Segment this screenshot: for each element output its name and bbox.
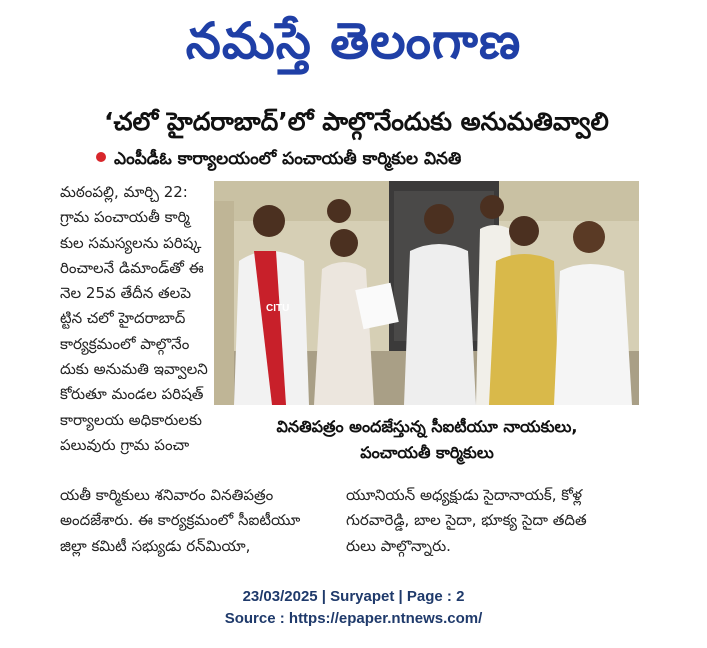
red-bullet-icon: [96, 152, 106, 162]
article-line: యతీ కార్మికులు శనివారం వినతిపత్రం: [60, 486, 274, 504]
news-photo: [214, 181, 639, 405]
caption-line: వినతిపత్రం అందజేస్తున్న సీఐటీయూ నాయకులు,: [276, 417, 578, 436]
clipping-footer: [0, 586, 707, 630]
newspaper-masthead: నమస్తే తెలంగాణ: [185, 11, 522, 70]
article-line: పలువురు గ్రామ పంచా: [60, 435, 190, 454]
article-headline: ‘చలో హైదరాబాద్’లో పాల్గొనేందుకు అనుమతివ్వాలి: [104, 107, 609, 136]
caption-line: పంచాయతీ కార్మికులు: [360, 443, 494, 462]
article-line: కోరుతూ మండల పరిషత్: [60, 385, 204, 404]
article-line: కుల సమస్యలను పరిష్క: [60, 233, 202, 252]
article-line: ట్టిన చలో హైదరాబాద్: [60, 309, 186, 328]
article-bottom-left-column: [60, 483, 336, 559]
article-line: యూనియన్ అధ్యక్షుడు సైదానాయక్, కోళ్ల: [346, 486, 582, 504]
article-line: నెల 25వ తేదీన తలపె: [60, 284, 191, 303]
article-line: అందజేశారు. ఈ కార్యక్రమంలో సీఐటీయూ: [60, 511, 301, 530]
article-line: గురవారెడ్డి, బాల సైదా, భూక్య సైదా తదిత: [346, 511, 587, 530]
source-link[interactable]: Source : https://epaper.ntnews.com/: [224, 610, 483, 627]
article-line: రులు పాల్గొన్నారు.: [346, 536, 451, 555]
article-bottom-right-column: [346, 483, 642, 559]
article-line: జిల్లా కమిటీ సభ్యుడు రన్‌మియా,: [60, 536, 251, 555]
banner-text: CITU: [266, 303, 290, 314]
article-line: కార్యక్రమంలో పాల్గొనేం: [60, 334, 190, 353]
article-subheading: [96, 146, 656, 172]
article-line: మఠంపల్లి, మార్చి 22:: [60, 183, 188, 201]
article-left-column: [60, 180, 210, 458]
article-line: రించాలనే డిమాండ్‌తో ఈ: [60, 258, 204, 277]
photo-caption: [222, 414, 632, 466]
photo-illustration: [214, 181, 639, 405]
article-line: దుకు అనుమతి ఇవ్వాలని: [60, 360, 208, 379]
date-edition-page: 23/03/2025 | Suryapet | Page : 2: [242, 588, 465, 605]
article-line: గ్రామ పంచాయతీ కార్మి: [60, 208, 190, 227]
subheading-text: ఎంపీడీఓ కార్యాలయంలో పంచాయతీ కార్మికుల వినతి: [114, 149, 462, 169]
article-line: కార్యాలయ అధికారులకు: [60, 410, 202, 429]
